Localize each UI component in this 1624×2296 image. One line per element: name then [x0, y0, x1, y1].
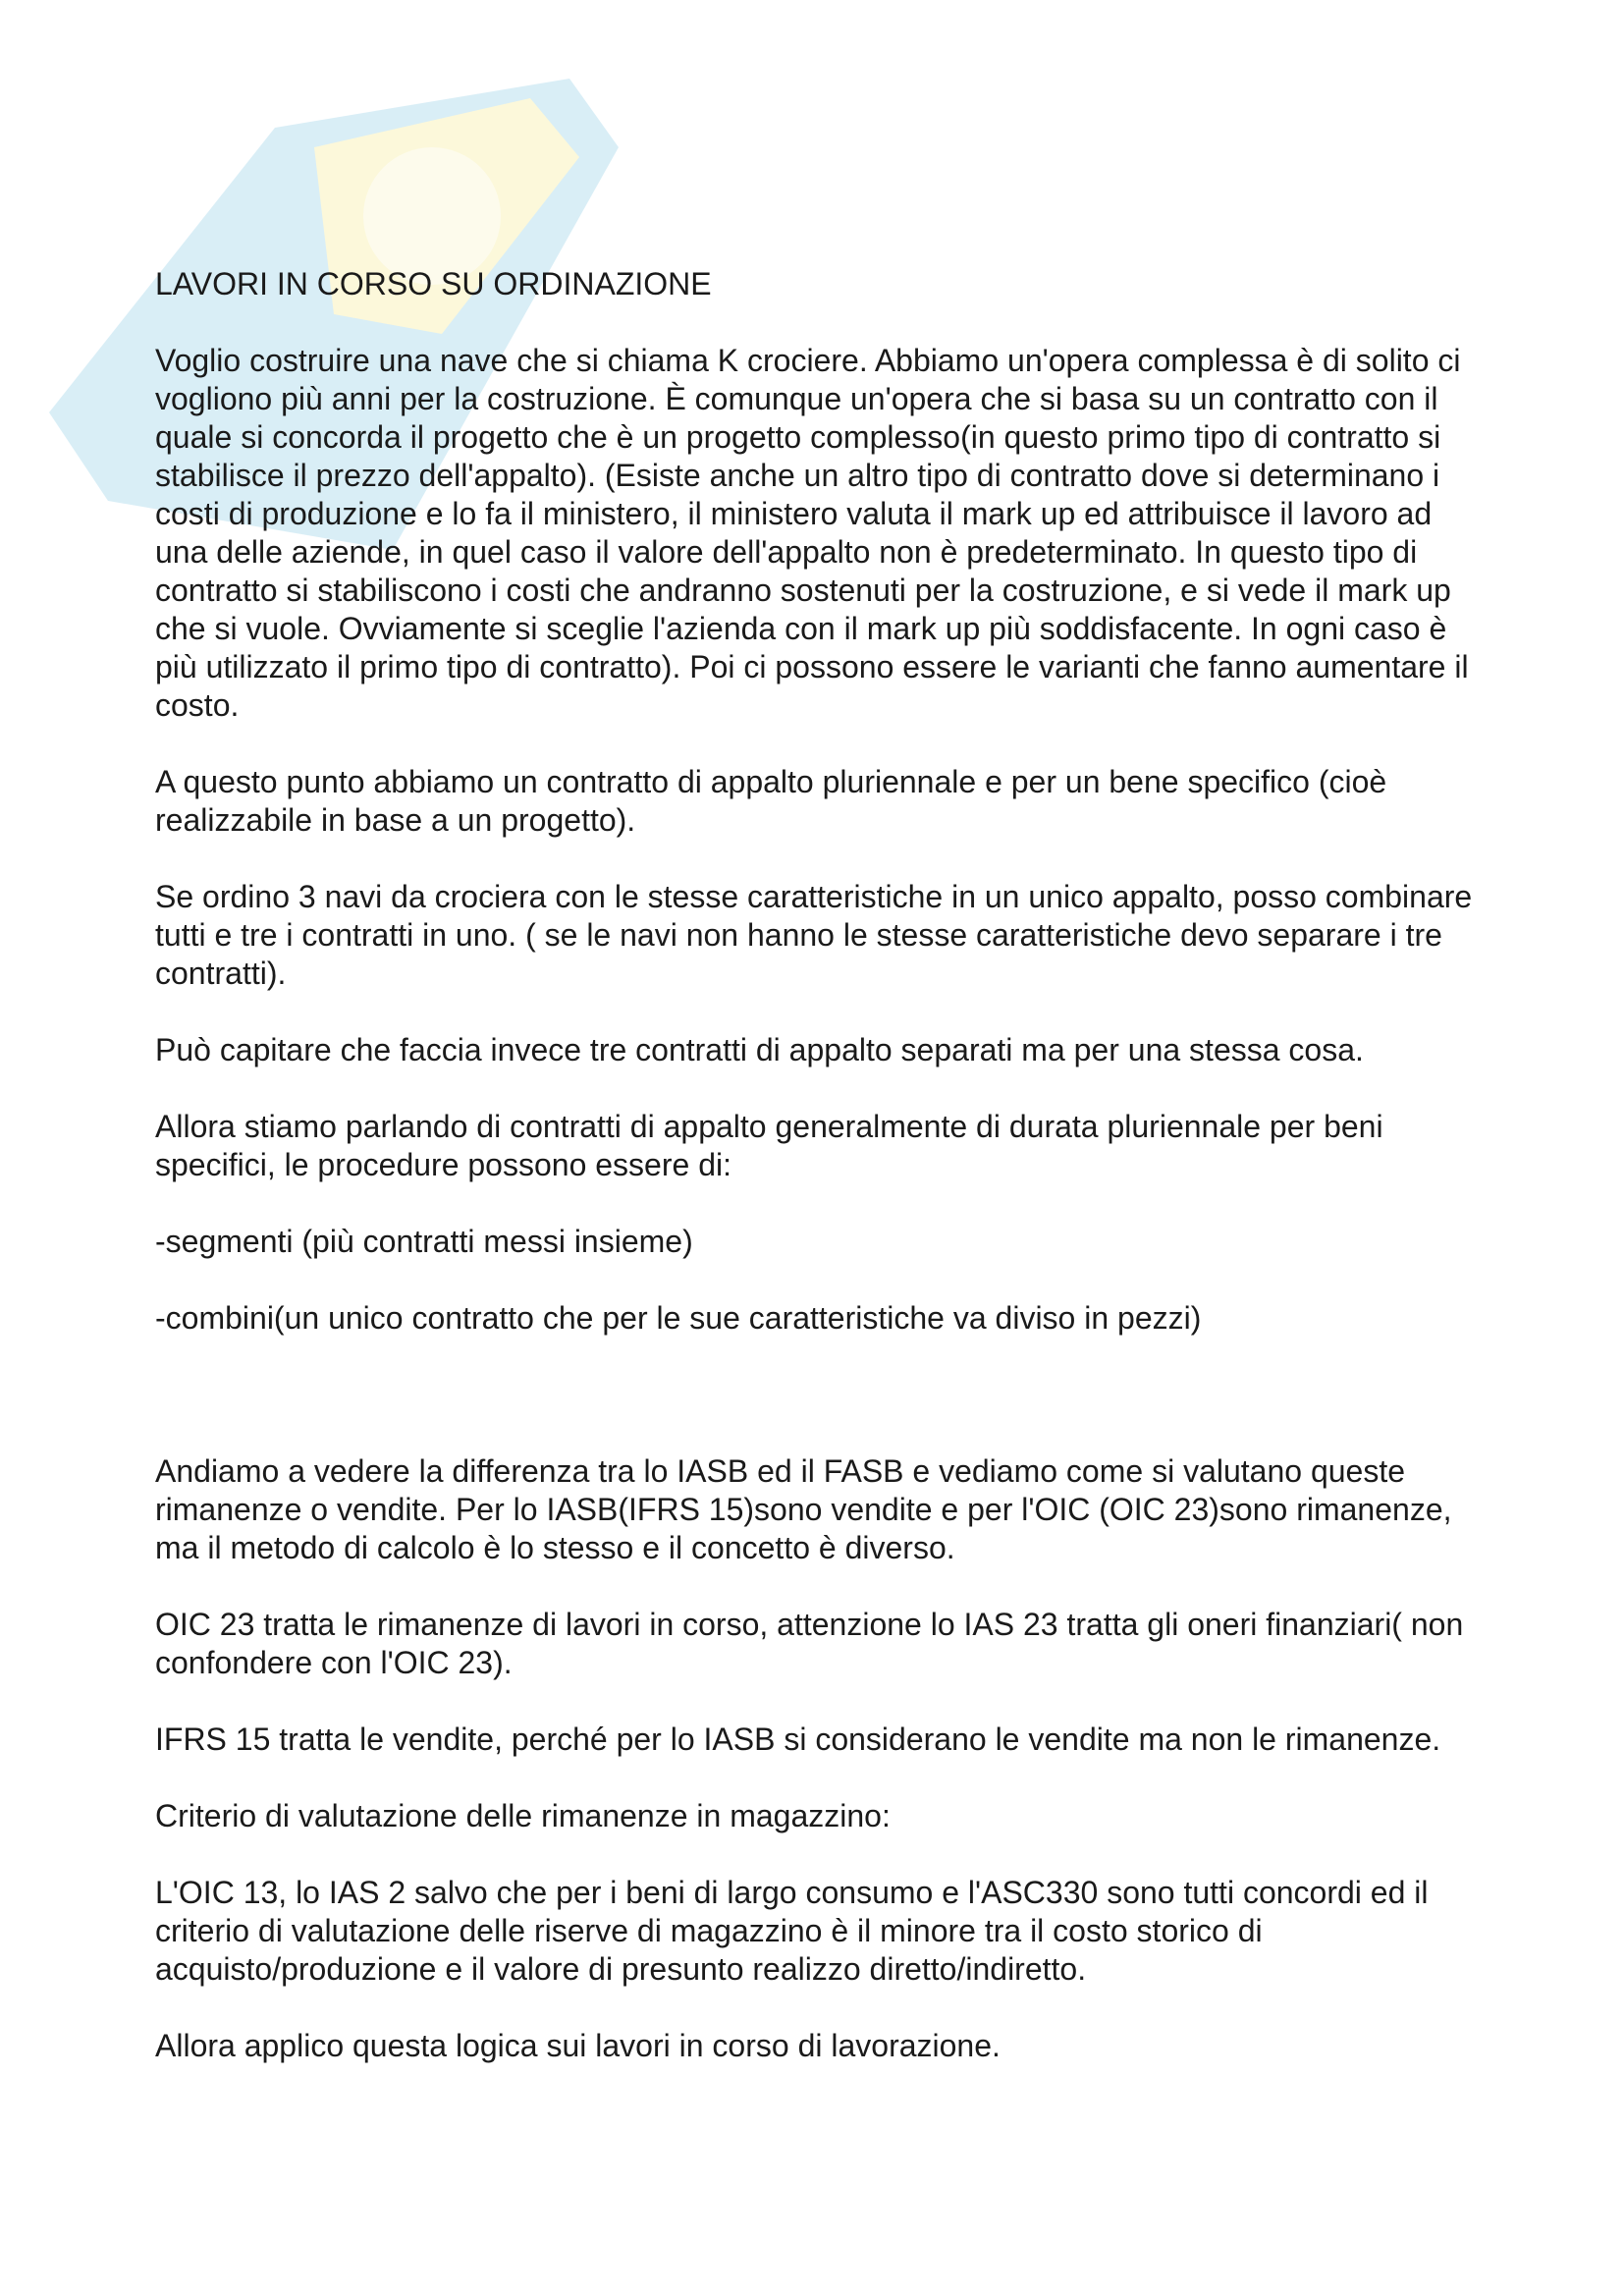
paragraph: L'OIC 13, lo IAS 2 salvo che per i beni di largo consumo e l'ASC330 sono tutti concordi ed il criterio di valutazione delle riserve di magazzino è il minore tra il costo storico di acquisto/produzione e il valore di presunto realizzo diretto/indiretto.	[155, 1875, 1429, 1987]
paragraph: Allora applico questa logica sui lavori in corso di lavorazione.	[155, 2028, 1001, 2063]
paragraph: Allora stiamo parlando di contratti di appalto generalmente di durata pluriennale per beni specifici, le procedure possono essere di:	[155, 1109, 1383, 1182]
paragraph: Voglio costruire una nave che si chiama K crociere. Abbiamo un'opera complessa è di solito ci vogliono più anni per la costruzione. È comunque un'opera che si basa su un contratto con il quale si concorda il progetto che è un progetto complesso(in questo primo tipo di contratto si stabilisce il prezzo dell'appalto). (Esiste anche un altro tipo di contratto dove si determinano i costi di produzione e lo fa il ministero, il ministero valuta il mark up ed attribuisce il lavoro ad una delle aziende, in quel caso il valore dell'appalto non è predeterminato. In questo tipo di contratto si stabiliscono i costi che andranno sostenuti per la costruzione, e si vede il mark up che si vuole. Ovviamente si sceglie l'azienda con il mark up più soddisfacente. In ogni caso è più utilizzato il primo tipo di contratto). Poi ci possono essere le varianti che fanno aumentare il costo.	[155, 343, 1469, 723]
document-page	[155, 265, 1490, 2104]
paragraph: Criterio di valutazione delle rimanenze in magazzino:	[155, 1798, 891, 1833]
list-item-segmenti: -segmenti (più contratti messi insieme)	[155, 1224, 693, 1259]
paragraph: IFRS 15 tratta le vendite, perché per lo IASB si considerano le vendite ma non le rimanenze.	[155, 1722, 1441, 1757]
document-title: LAVORI IN CORSO SU ORDINAZIONE	[155, 266, 712, 301]
section-spacer	[155, 1376, 1490, 1452]
paragraph: Andiamo a vedere la differenza tra lo IASB ed il FASB e vediamo come si valutano queste rimanenze o vendite. Per lo IASB(IFRS 15)sono vendite e per l'OIC (OIC 23)sono rimanenze, ma il metodo di calcolo è lo stesso e il concetto è diverso.	[155, 1453, 1452, 1565]
paragraph: OIC 23 tratta le rimanenze di lavori in corso, attenzione lo IAS 23 tratta gli oneri finanziari( non confondere con l'OIC 23).	[155, 1607, 1464, 1680]
paragraph: A questo punto abbiamo un contratto di appalto pluriennale e per un bene specifico (cioè realizzabile in base a un progetto).	[155, 764, 1387, 838]
paragraph: Può capitare che faccia invece tre contratti di appalto separati ma per una stessa cosa.	[155, 1032, 1364, 1067]
paragraph: Se ordino 3 navi da crociera con le stesse caratteristiche in un unico appalto, posso combinare tutti e tre i contratti in uno. ( se le navi non hanno le stesse caratteristiche devo separare i tre contratti).	[155, 879, 1473, 991]
list-item-combini: -combini(un unico contratto che per le sue caratteristiche va diviso in pezzi)	[155, 1300, 1202, 1336]
